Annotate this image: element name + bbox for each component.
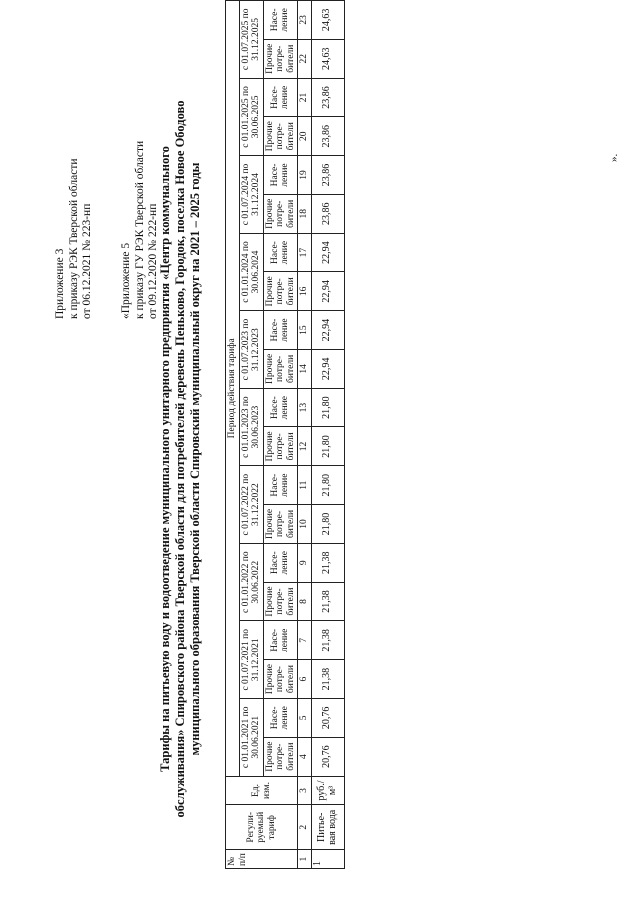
consumer-population: Насе-ление	[263, 78, 298, 117]
appendix-3-header	[54, 159, 95, 320]
column-number: 7	[298, 621, 312, 660]
appendix-line: к приказу РЭК Тверской области	[67, 158, 80, 319]
column-number: 13	[298, 388, 312, 427]
consumer-population: Насе-ление	[263, 233, 298, 272]
appendix-5-header	[120, 141, 161, 319]
tariff-value: 23,86	[311, 78, 344, 117]
tariff-value: 21,80	[311, 427, 344, 466]
consumer-other: Прочие потре-бители	[263, 427, 298, 466]
period-date: с 01.07.2024 по 31.12.2024	[239, 156, 263, 234]
consumer-other: Прочие потре-бители	[263, 505, 298, 544]
header-row-consumers	[263, 1, 298, 869]
tariff-value: 21,38	[311, 543, 344, 582]
column-number: 16	[298, 272, 312, 311]
consumer-population: Насе-ление	[263, 311, 298, 350]
column-number-row	[298, 1, 312, 869]
column-number: 8	[298, 582, 312, 621]
column-number: 15	[298, 311, 312, 350]
column-number: 2	[298, 805, 312, 850]
header-period: Период действия тарифа	[226, 1, 240, 777]
column-number: 4	[298, 737, 312, 776]
consumer-population: Насе-ление	[263, 621, 298, 660]
period-date: с 01.07.2025 по 31.12.2025	[239, 1, 263, 79]
period-date: с 01.07.2022 по 31.12.2022	[239, 466, 263, 544]
appendix-line: от 09.12.2020 № 222-нп	[147, 203, 159, 319]
period-date: с 01.01.2022 по 30.06.2022	[239, 543, 263, 621]
tariff-value: 24,63	[311, 39, 344, 78]
appendix-line: от 06.12.2021 № 223-нп	[81, 203, 93, 319]
period-date: с 01.01.2025 по 30.06.2025	[239, 78, 263, 156]
column-number: 1	[298, 850, 312, 869]
consumer-other: Прочие потре-бители	[263, 194, 298, 233]
consumer-population: Насе-ление	[263, 156, 298, 195]
appendix-line: к приказу ГУ РЭК Тверской области	[133, 140, 146, 319]
column-number: 17	[298, 233, 312, 272]
column-number: 5	[298, 699, 312, 738]
tariff-value: 22,94	[311, 233, 344, 272]
column-number: 10	[298, 505, 312, 544]
title-line: обслуживания» Спировского района Тверской области для потребителей деревень Пеньково, Городок, поселка Новое Ободово	[173, 100, 187, 818]
row-number: 1	[311, 850, 344, 869]
tariff-value: 21,80	[311, 505, 344, 544]
column-number: 19	[298, 156, 312, 195]
column-number: 23	[298, 1, 312, 40]
consumer-other: Прочие потре-бители	[263, 272, 298, 311]
tariff-value: 22,94	[311, 349, 344, 388]
period-date: с 01.07.2021 по 31.12.2021	[239, 621, 263, 699]
consumer-other: Прочие потре-бители	[263, 737, 298, 776]
consumer-population: Насе-ление	[263, 466, 298, 505]
tariff-value: 21,38	[311, 582, 344, 621]
column-number: 11	[298, 466, 312, 505]
period-date: с 01.07.2023 по 31.12.2023	[239, 311, 263, 389]
tariff-value: 24,63	[311, 1, 344, 40]
consumer-population: Насе-ление	[263, 699, 298, 738]
header-unit: Ед. изм.	[226, 776, 298, 805]
row-unit: руб./м³	[311, 776, 344, 805]
tariff-value: 23,86	[311, 156, 344, 195]
tariff-value: 21,80	[311, 388, 344, 427]
header-tariff: Регули-руемый тариф	[226, 805, 298, 850]
consumer-other: Прочие потре-бители	[263, 582, 298, 621]
column-number: 12	[298, 427, 312, 466]
consumer-population: Насе-ление	[263, 388, 298, 427]
consumer-other: Прочие потре-бители	[263, 660, 298, 699]
tariff-value: 20,76	[311, 737, 344, 776]
tariff-value: 21,80	[311, 466, 344, 505]
header-row-dates	[239, 1, 263, 869]
period-date: с 01.01.2021 по 30.06.2021	[239, 699, 263, 777]
tariff-value: 22,94	[311, 311, 344, 350]
document-title	[158, 54, 203, 864]
column-number: 9	[298, 543, 312, 582]
column-number: 20	[298, 117, 312, 156]
tariff-value: 23,86	[311, 194, 344, 233]
tariff-value: 20,76	[311, 699, 344, 738]
title-line: муниципального образования Тверской области Спировский муниципальный округ на 2021 – 2025 годы	[188, 162, 202, 756]
tariff-value: 21,38	[311, 660, 344, 699]
consumer-other: Прочие потре-бители	[263, 39, 298, 78]
tariff-value: 23,86	[311, 117, 344, 156]
header-row-period	[226, 1, 240, 869]
tariff-table	[225, 0, 345, 869]
consumer-other: Прочие потре-бители	[263, 349, 298, 388]
appendix-line: Приложение 3	[54, 248, 66, 319]
period-date: с 01.01.2024 по 30.06.2024	[239, 233, 263, 311]
column-number: 14	[298, 349, 312, 388]
title-line: Тарифы на питьевую воду и водоотведение муниципального унитарного предприятия «Центр коммунального	[158, 146, 172, 772]
header-number: № п/п	[226, 850, 298, 869]
closing-quote: ».	[608, 153, 620, 162]
period-date: с 01.01.2023 по 30.06.2023	[239, 388, 263, 466]
tariff-value: 22,94	[311, 272, 344, 311]
column-number: 21	[298, 78, 312, 117]
consumer-population: Насе-ление	[263, 543, 298, 582]
column-number: 18	[298, 194, 312, 233]
row-tariff: Питье-вая вода	[311, 805, 344, 850]
column-number: 3	[298, 776, 312, 805]
consumer-population: Насе-ление	[263, 1, 298, 40]
column-number: 22	[298, 39, 312, 78]
table-row	[311, 1, 344, 869]
column-number: 6	[298, 660, 312, 699]
consumer-other: Прочие потре-бители	[263, 117, 298, 156]
tariff-value: 21,38	[311, 621, 344, 660]
appendix-line: «Приложение 5	[120, 242, 132, 319]
